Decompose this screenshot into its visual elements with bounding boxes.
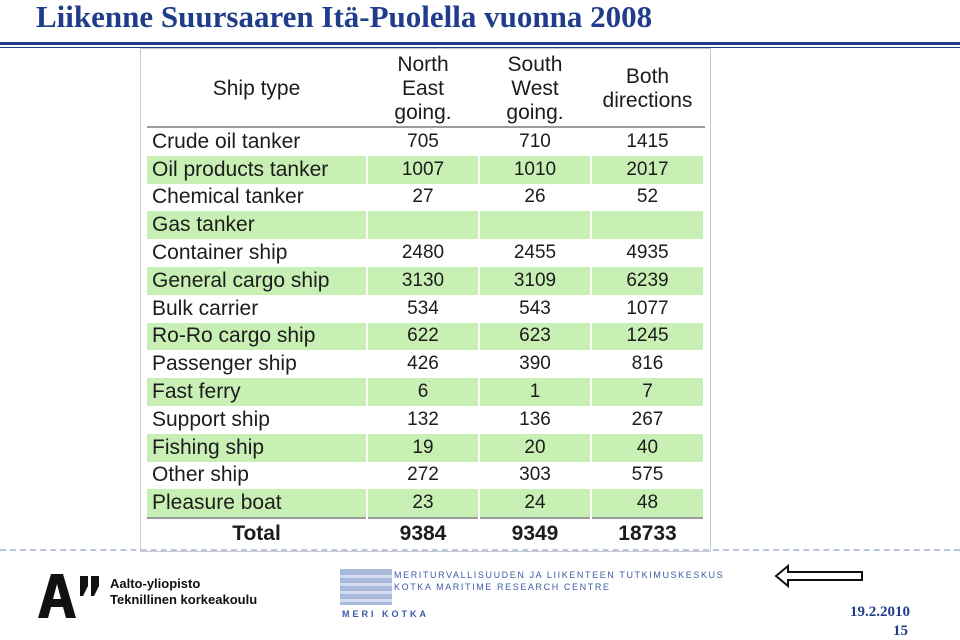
total-north-east: 9384 (367, 518, 479, 548)
table-row (147, 267, 704, 295)
header-ship-type: Ship type (147, 51, 367, 127)
north-east-cell: 3130 (367, 267, 479, 295)
footer-divider (0, 549, 960, 551)
meri-center-name-en: KOTKA MARITIME RESEARCH CENTRE (394, 582, 611, 592)
north-east-cell: 426 (367, 350, 479, 378)
aalto-logo-icon (38, 574, 102, 618)
north-east-cell: 705 (367, 127, 479, 156)
table-row (147, 323, 704, 351)
ship-type-cell: Passenger ship (147, 350, 367, 378)
ship-traffic-table-image (140, 48, 711, 552)
north-east-cell: 534 (367, 295, 479, 323)
south-west-cell: 303 (479, 462, 591, 490)
both-directions-cell: 816 (591, 350, 704, 378)
slide-date: 19.2.2010 (850, 604, 910, 620)
both-directions-cell: 52 (591, 184, 704, 212)
ship-type-cell: Crude oil tanker (147, 127, 367, 156)
both-directions-cell: 2017 (591, 156, 704, 184)
ship-type-cell: Pleasure boat (147, 489, 367, 518)
north-east-cell: 272 (367, 462, 479, 490)
header-both-directions: Both directions (591, 51, 704, 127)
table-row (147, 434, 704, 462)
aalto-school-name: Teknillinen korkeakoulu (110, 592, 258, 607)
ship-type-cell: Oil products tanker (147, 156, 367, 184)
ship-type-cell: Other ship (147, 462, 367, 490)
meri-logo-word: MERI KOTKA (342, 609, 429, 619)
both-directions-cell: 575 (591, 462, 704, 490)
ship-type-cell: Bulk carrier (147, 295, 367, 323)
south-west-cell (479, 211, 591, 239)
north-east-cell: 2480 (367, 239, 479, 267)
header-north-east: North East going. (367, 51, 479, 127)
north-east-cell: 6 (367, 378, 479, 406)
north-east-cell: 27 (367, 184, 479, 212)
table-body (147, 127, 704, 548)
table-row (147, 350, 704, 378)
table-total-row (147, 518, 704, 548)
both-directions-cell: 48 (591, 489, 704, 518)
table-row (147, 156, 704, 184)
ship-type-cell: Container ship (147, 239, 367, 267)
back-arrow-icon[interactable] (774, 564, 864, 588)
south-west-cell: 20 (479, 434, 591, 462)
table-header-row (147, 51, 704, 127)
south-west-cell: 136 (479, 406, 591, 434)
ship-type-cell: Gas tanker (147, 211, 367, 239)
north-east-cell: 132 (367, 406, 479, 434)
north-east-cell: 622 (367, 323, 479, 351)
south-west-cell: 24 (479, 489, 591, 518)
table-row (147, 462, 704, 490)
table-row (147, 211, 704, 239)
both-directions-cell: 267 (591, 406, 704, 434)
ship-type-cell: General cargo ship (147, 267, 367, 295)
both-directions-cell: 1415 (591, 127, 704, 156)
north-east-cell (367, 211, 479, 239)
total-south-west: 9349 (479, 518, 591, 548)
ship-traffic-table (147, 51, 705, 548)
ship-type-cell: Fast ferry (147, 378, 367, 406)
title-divider (0, 42, 960, 45)
slide-number: 15 (893, 623, 908, 639)
meri-center-name-fi: MERITURVALLISUUDEN JA LIIKENTEEN TUTKIMUSKESKUS (394, 570, 725, 580)
table-row (147, 489, 704, 518)
south-west-cell: 390 (479, 350, 591, 378)
table-row (147, 295, 704, 323)
table-row (147, 406, 704, 434)
ship-type-cell: Chemical tanker (147, 184, 367, 212)
south-west-cell: 3109 (479, 267, 591, 295)
south-west-cell: 710 (479, 127, 591, 156)
total-label: Total (147, 518, 367, 548)
meri-logo-icon (338, 567, 429, 629)
table-row (147, 184, 704, 212)
both-directions-cell: 1077 (591, 295, 704, 323)
south-west-cell: 623 (479, 323, 591, 351)
table-row (147, 239, 704, 267)
header-south-west: South West going. (479, 51, 591, 127)
aalto-university-name: Aalto-yliopisto (110, 576, 201, 591)
total-both: 18733 (591, 518, 704, 548)
south-west-cell: 26 (479, 184, 591, 212)
table-row (147, 127, 704, 156)
ship-type-cell: Support ship (147, 406, 367, 434)
both-directions-cell: 4935 (591, 239, 704, 267)
table-row (147, 378, 704, 406)
both-directions-cell: 1245 (591, 323, 704, 351)
both-directions-cell (591, 211, 704, 239)
ship-type-cell: Ro-Ro cargo ship (147, 323, 367, 351)
both-directions-cell: 6239 (591, 267, 704, 295)
south-west-cell: 2455 (479, 239, 591, 267)
north-east-cell: 1007 (367, 156, 479, 184)
north-east-cell: 23 (367, 489, 479, 518)
south-west-cell: 1010 (479, 156, 591, 184)
both-directions-cell: 40 (591, 434, 704, 462)
slide-title: Liikenne Suursaaren Itä-Puolella vuonna 2008 (36, 0, 653, 34)
south-west-cell: 1 (479, 378, 591, 406)
both-directions-cell: 7 (591, 378, 704, 406)
ship-type-cell: Fishing ship (147, 434, 367, 462)
north-east-cell: 19 (367, 434, 479, 462)
south-west-cell: 543 (479, 295, 591, 323)
